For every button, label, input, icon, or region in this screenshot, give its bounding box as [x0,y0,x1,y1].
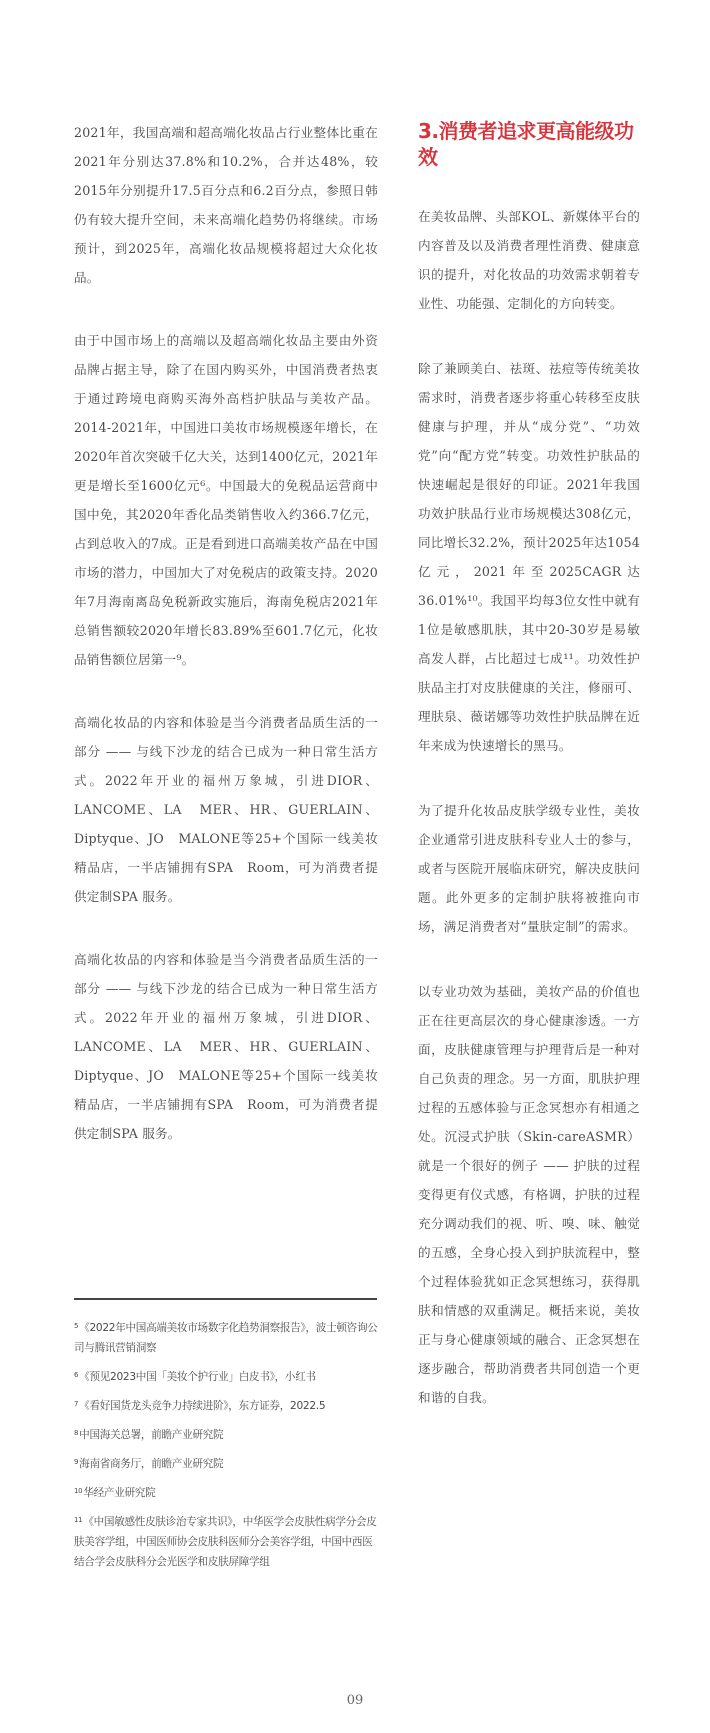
footnote-10 [74,1483,378,1503]
paragraph-functional-skincare: 除了兼顾美白、祛斑、祛痘等传统美妆需求时，消费者逐步将重心转移至皮肤健康与护理，并从“成分党”、“功效党”向“配方党”转变。功效性护肤品的快速崛起是很好的印证。2021年我国功效护肤品行业市场规模达308亿元，同比增长32.2%，预计2025年达1054亿元，2021年至2025CAGR达36.01%¹⁰。我国平均每3位女性中就有1位是敏感肌肤，其中20-30岁是易敏高发人群，占比超过七成¹¹。功效性护肤品主打对皮肤健康的关注，修丽可、理肤泉、薇诺娜等功效性护肤品牌在近年来成为快速增长的黑马。 [418,361,640,753]
paragraph-import-duty-free: 由于中国市场上的高端以及超高端化妆品主要由外资品牌占据主导，除了在国内购买外，中国消费者热衷于通过跨境电商购买海外高档护肤品与美妆产品。2014-2021年，中国进口美妆市场规模逐年增长，在2020年首次突破千亿大关，达到1400亿元，2021年更是增长至1600亿元⁶。中国最大的免税品运营商中国中免，其2020年香化品类销售收入约366.7亿元，占到总收入的7成。正是看到进口高端美妆产品在中国市场的潜力，中国加大了对免税店的政策支持。2020年7月海南离岛免税新政实施后，海南免税店2021年总销售额较2020年增长83.89%至601.7亿元，化妆品销售额位居第一⁹。 [74,333,378,667]
footnote-number: 9 [74,1458,79,1466]
paragraph-efficacy-demand: 在美妆品牌、头部KOL、新媒体平台的内容普及以及消费者理性消费、健康意识的提升，对化妆品的功效需求朝着专业性、功能强、定制化的方向转变。 [418,209,640,311]
footnote-6 [74,1367,378,1387]
footnote-number: 7 [74,1400,79,1408]
section-heading: 3.消费者追求更高能级功效 [418,119,634,169]
footnote-text: 中国海关总署，前瞻产业研究院 [79,1429,224,1441]
footnote-text: 《预见2023中国「美妆个护行业」白皮书》，小红书 [79,1371,316,1383]
footnote-11 [74,1512,378,1572]
footnote-text: 海南省商务厅，前瞻产业研究院 [79,1458,224,1470]
paragraph-dermatology: 为了提升化妆品皮肤学级专业性，美妆企业通常引进皮肤科专业人士的参与，或者与医院开展临床研究，解决皮肤问题。此外更多的定制护肤将被推向市场，满足消费者对“量肤定制”的需求。 [418,803,640,934]
footnote-number: 10 [74,1487,83,1495]
paragraph-mind-body: 以专业功效为基础，美妆产品的价值也正在往更高层次的身心健康渗透。一方面，皮肤健康管理与护理背后是一种对自己负责的理念。另一方面，肌肤护理过程的五感体验与正念冥想亦有相通之处。沉浸式护肤（Skin-careASMR）就是一个很好的例子 —— 护肤的过程变得更有仪式感，有格调，护肤的过程充分调动我们的视、听、嗅、味、触觉的五感，全身心投入到护肤流程中，整个过程体验犹如正念冥想练习，获得肌肤和情感的双重满足。概括来说，美妆正与身心健康领域的融合、正念冥想在逐步融合，帮助消费者共同创造一个更和谐的自我。 [418,984,640,1405]
paragraph-high-end-share: 2021年，我国高端和超高端化妆品占行业整体比重在2021年分别达37.8%和10.2%，合并达48%，较2015年分别提升17.5百分点和6.2百分点，参照日韩仍有较大提升空间，未来高端化趋势仍将继续。市场预计，到2025年，高端化妆品规模将超过大众化妆品。 [74,125,378,285]
footnote-text: 《2022年中国高端美妆市场数字化趋势洞察报告》，波士顿咨询公司与腾讯营销洞察 [74,1322,378,1354]
paragraph-offline-salon-2: 高端化妆品的内容和体验是当今消费者品质生活的一部分 —— 与线下沙龙的结合已成为一种日常生活方式。2022年开业的福州万象城，引进DIOR、LANCOME、LA MER、HR、GUERLAIN、Diptyque、JO MALONE等25+个国际一线美妆精品店，一半店铺拥有SPA Room，可为消费者提供定制SPA 服务。 [74,952,378,1141]
footnote-text: 《看好国货龙头竞争力持续进阶》，东方证券，2022.5 [79,1400,326,1412]
footnote-9 [74,1454,378,1474]
footnotes [74,1318,378,1581]
footnote-8 [74,1425,378,1445]
footnote-number: 6 [74,1371,79,1379]
paragraph-offline-salon-1: 高端化妆品的内容和体验是当今消费者品质生活的一部分 —— 与线下沙龙的结合已成为一种日常生活方式。2022年开业的福州万象城，引进DIOR、LANCOME、LA MER、HR、GUERLAIN、Diptyque、JO MALONE等25+个国际一线美妆精品店，一半店铺拥有SPA Room，可为消费者提供定制SPA 服务。 [74,715,378,904]
footnote-number: 11 [74,1516,83,1524]
footnote-text: 《中国敏感性皮肤诊治专家共识》，中华医学会皮肤性病学分会皮肤美容学组，中国医师协会皮肤科医师分会美容学组，中国中西医结合学会皮肤科分会光医学和皮肤屏障学组 [74,1516,377,1568]
footnote-number: 8 [74,1429,79,1437]
left-column [74,118,378,1182]
right-column [418,118,640,1448]
footnote-text: 华经产业研究院 [83,1487,156,1499]
page-number: 09 [346,1693,364,1708]
footnote-5 [74,1318,378,1358]
footnote-7 [74,1396,378,1416]
footnote-divider [74,1298,377,1300]
footnote-number: 5 [74,1322,79,1330]
